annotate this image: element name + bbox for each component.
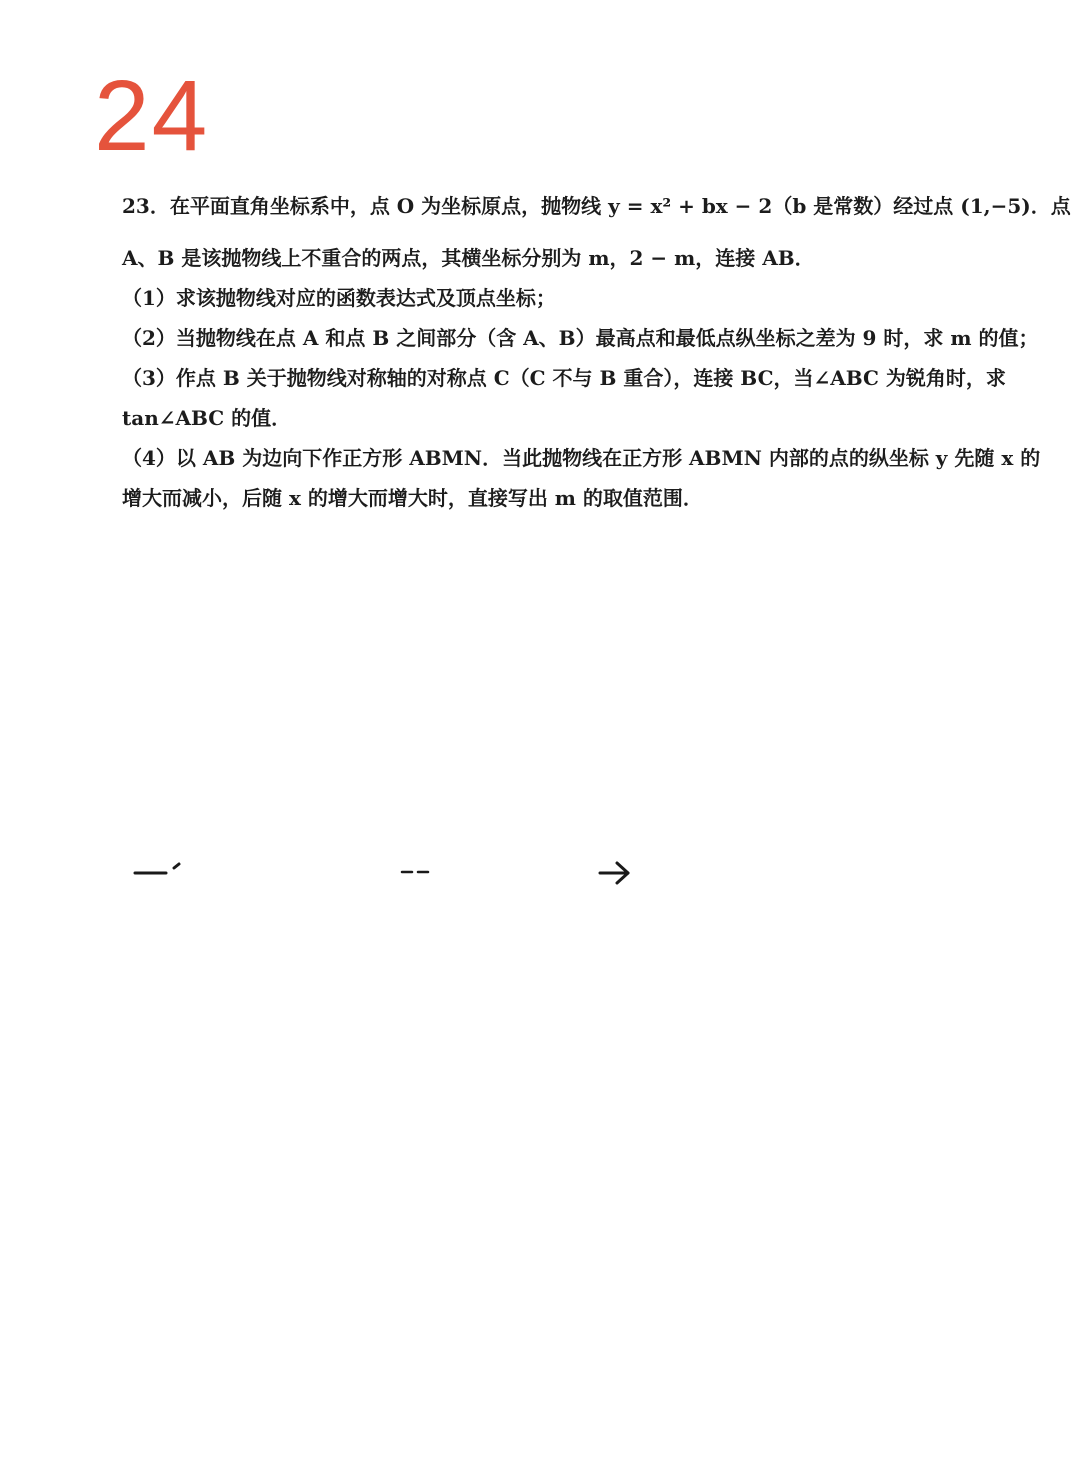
- arrow-mark: [600, 863, 628, 883]
- problem-line-8: 增大而减小，后随 x 的增大而增大时，直接写出 m 的取值范围．: [122, 486, 703, 510]
- problem-line-4: （2）当抛物线在点 A 和点 B 之间部分（含 A、B）最高点和最低点纵坐标之差为 9 时，求 m 的值；: [122, 326, 1039, 350]
- page-number: 24: [94, 60, 210, 172]
- problem-line-6: tan∠ABC 的值．: [122, 406, 292, 430]
- problem-line-5: （3）作点 B 关于抛物线对称轴的对称点 C（C 不与 B 重合），连接 BC，当∠ABC 为锐角时，求: [122, 366, 1006, 390]
- problem-line-3: （1）求该抛物线对应的函数表达式及顶点坐标；: [122, 286, 556, 310]
- problem-line-1: 23．在平面直角坐标系中，点 O 为坐标原点，抛物线 y = x² + bx − 2（b 是常数）经过点 (1,−5)．点: [122, 194, 1071, 218]
- left-dash-mark: [135, 864, 179, 873]
- problem-line-2: A、B 是该抛物线上不重合的两点，其横坐标分别为 m，2 − m，连接 AB．: [122, 246, 815, 270]
- problem-line-7: （4）以 AB 为边向下作正方形 ABMN．当此抛物线在正方形 ABMN 内部的点的纵坐标 y 先随 x 的: [122, 446, 1041, 470]
